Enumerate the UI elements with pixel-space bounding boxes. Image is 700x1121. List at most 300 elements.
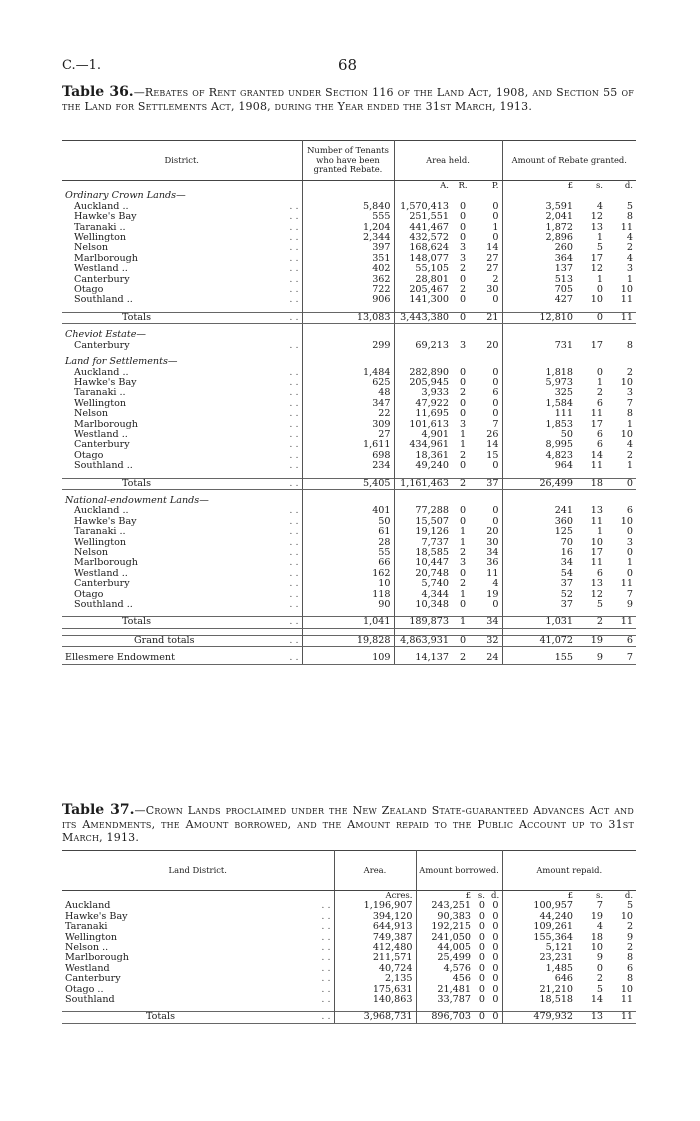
district-name: Nelson .. — [65, 943, 109, 954]
table-row — [62, 202, 636, 212]
table-row — [62, 212, 636, 222]
borrowed-pounds-cell: 25,499 — [416, 953, 474, 963]
borrowed-shillings-cell: 0 — [478, 995, 485, 1006]
borrowed-pence-cell: 0 — [492, 901, 499, 912]
perches-cell: 7 — [492, 419, 499, 430]
district-name: Westland .. — [74, 429, 128, 440]
roods-cell: 0 — [459, 377, 467, 388]
table-row — [62, 420, 636, 430]
grand-totals-row — [62, 635, 636, 646]
repaid-pence-cell: 9 — [626, 932, 634, 943]
pounds-cell: 731 — [502, 341, 576, 351]
roods-cell: 2 — [459, 579, 467, 590]
pence-cell: 10 — [620, 516, 634, 527]
shillings-cell: 6 — [596, 398, 604, 409]
district-cell — [62, 579, 302, 589]
shillings-cell: 12 — [590, 589, 604, 600]
tenants-cell: 299 — [302, 341, 394, 351]
totals-row — [62, 312, 636, 323]
perches-cell: 14 — [486, 243, 499, 254]
repaid-shillings-cell: 13 — [576, 1012, 606, 1023]
repaid-shillings-cell: 19 — [590, 911, 604, 922]
leader-dots: . . — [289, 506, 299, 517]
shillings-cell: 1 — [596, 233, 604, 244]
tenants-cell: 234 — [302, 461, 394, 471]
ellesmere-row — [62, 653, 636, 664]
tenants-cell: 90 — [302, 600, 394, 610]
pence-cell: 10 — [620, 377, 634, 388]
pounds-cell: 3,591 — [502, 202, 576, 212]
tenants-cell: 61 — [302, 527, 394, 537]
pence-cell: 8 — [626, 212, 634, 223]
acres-cell: 101,613 — [394, 420, 452, 430]
acres-cell: 141,300 — [394, 295, 452, 305]
area-cell: 175,631 — [334, 985, 416, 995]
acres-cell: 282,890 — [394, 368, 452, 378]
pence-cell: 3 — [626, 388, 634, 399]
leader-dots: . . — [289, 274, 299, 285]
tenants-cell: 906 — [302, 295, 394, 305]
table-row — [62, 517, 636, 527]
pounds-cell: 2,041 — [502, 212, 576, 222]
district-cell — [62, 212, 302, 222]
leader-dots: . . — [289, 548, 299, 558]
district-cell — [62, 388, 302, 398]
district-cell — [62, 617, 302, 628]
pence-cell: 0 — [626, 568, 634, 579]
pounds-cell: 137 — [502, 264, 576, 274]
district-name: Canterbury — [74, 440, 130, 451]
table-row — [62, 430, 636, 440]
repaid-pounds-cell: 109,261 — [502, 922, 576, 932]
district-name: Wellington — [74, 233, 127, 244]
pence-cell: 11 — [620, 222, 634, 233]
leader-dots: . . — [289, 388, 299, 399]
tenants-cell: 397 — [302, 243, 394, 253]
pence-cell: 7 — [606, 653, 636, 664]
table-row — [62, 901, 636, 911]
roods-cell: 2 — [459, 285, 467, 296]
shillings-cell: 13 — [590, 222, 604, 233]
district-cell — [62, 223, 302, 233]
table-row — [62, 378, 636, 388]
perches-cell: 6 — [492, 388, 499, 399]
table-row — [62, 953, 636, 963]
shillings-unit: s. — [595, 181, 604, 191]
perches-cell: 11 — [486, 568, 499, 579]
acres-cell: 49,240 — [394, 461, 452, 471]
table-row — [62, 295, 636, 305]
perches-cell: 0 — [492, 367, 499, 378]
leader-dots: . . — [289, 558, 299, 569]
repaid-shillings-unit: s. — [595, 891, 604, 901]
shillings-cell: 0 — [596, 285, 604, 296]
shillings-cell: 10 — [590, 537, 604, 548]
table-row — [62, 974, 636, 984]
borrowed-shillings-cell: 0 — [478, 974, 485, 985]
district-cell — [62, 933, 334, 943]
perches-cell: 30 — [486, 537, 499, 548]
leader-dots: . . — [321, 995, 331, 1006]
leader-dots: . . — [289, 568, 299, 579]
shillings-cell: 11 — [590, 558, 604, 569]
repaid-shillings-cell: 14 — [590, 995, 604, 1006]
area-column-header: Area. — [334, 851, 416, 891]
roods-cell: 3 — [459, 340, 467, 351]
district-cell — [62, 912, 334, 922]
shillings-cell: 0 — [596, 367, 604, 378]
pence-cell: 2 — [626, 367, 634, 378]
acres-cell: 148,077 — [394, 254, 452, 264]
leader-dots: . . — [289, 478, 299, 489]
tenants-cell: 722 — [302, 285, 394, 295]
repaid-pence-cell: 11 — [620, 995, 634, 1006]
roods-cell: 1 — [459, 527, 467, 538]
area-cell: 40,724 — [334, 964, 416, 974]
district-name: Otago .. — [65, 984, 104, 995]
roods-cell: 0 — [452, 312, 474, 323]
district-name: Hawke's Bay — [74, 516, 137, 527]
tenants-cell: 66 — [302, 558, 394, 568]
shillings-cell: 6 — [596, 440, 604, 451]
repaid-pence-cell: 11 — [606, 1012, 636, 1023]
district-name: Marlborough — [65, 953, 129, 964]
repaid-pence-cell: 8 — [626, 974, 634, 985]
roods-cell: 3 — [459, 419, 467, 430]
area-cell: 3,968,731 — [334, 1012, 416, 1023]
shillings-cell: 17 — [590, 253, 604, 264]
perches-cell: 0 — [492, 295, 499, 306]
perches-cell: 2 — [492, 274, 499, 285]
repaid-pence-cell: 8 — [626, 953, 634, 964]
tenants-cell: 625 — [302, 378, 394, 388]
roods-cell: 1 — [459, 429, 467, 440]
acres-cell: 15,507 — [394, 517, 452, 527]
table37-body — [62, 891, 636, 1024]
perches-cell: 19 — [486, 589, 499, 600]
perches-cell: 26 — [486, 429, 499, 440]
leader-dots: . . — [289, 461, 299, 472]
repaid-pence-cell: 6 — [626, 963, 634, 974]
district-name: Nelson — [74, 409, 109, 420]
roods-cell: 2 — [452, 653, 474, 664]
tenants-cell: 162 — [302, 569, 394, 579]
acres-cell: 5,740 — [394, 579, 452, 589]
pounds-cell: 50 — [502, 430, 576, 440]
shillings-cell: 4 — [596, 201, 604, 212]
pence-cell: 0 — [626, 548, 634, 558]
borrowed-shillings-cell: 0 — [478, 943, 485, 954]
perches-cell: 24 — [474, 653, 502, 664]
repaid-pounds-cell: 100,957 — [502, 901, 576, 911]
tenants-cell: 50 — [302, 517, 394, 527]
borrowed-pence-cell: 0 — [488, 1012, 502, 1023]
district-cell — [62, 517, 302, 527]
table-row — [62, 254, 636, 264]
district-name: Westland .. — [74, 568, 128, 579]
repaid-pence-cell: 10 — [620, 911, 634, 922]
table-row — [62, 548, 636, 558]
leader-dots: . . — [289, 212, 299, 223]
district-name: Wellington — [74, 398, 127, 409]
table-row — [62, 451, 636, 461]
shillings-cell: 13 — [590, 579, 604, 590]
leader-dots: . . — [321, 943, 331, 954]
borrowed-pence-cell: 0 — [492, 974, 499, 985]
tenants-cell: 401 — [302, 506, 394, 516]
acres-cell: 205,945 — [394, 378, 452, 388]
district-name: Marlborough — [74, 419, 138, 430]
perches-cell: 0 — [492, 409, 499, 420]
tenants-cell: 22 — [302, 409, 394, 419]
district-name: Otago — [74, 450, 104, 461]
pounds-cell: 41,072 — [502, 635, 576, 646]
roods-cell: 2 — [452, 478, 474, 489]
pounds-cell: 54 — [502, 569, 576, 579]
roods-cell: 2 — [459, 264, 467, 275]
borrowed-pounds-cell: 90,383 — [416, 912, 474, 922]
page-number: 68 — [338, 56, 358, 74]
units-row — [62, 181, 636, 192]
roods-cell: 2 — [459, 450, 467, 461]
pounds-cell: 1,584 — [502, 399, 576, 409]
pounds-cell: 260 — [502, 243, 576, 253]
shillings-cell: 17 — [590, 548, 604, 558]
district-cell — [62, 478, 302, 489]
district-name: Taranaki — [65, 922, 108, 933]
pounds-unit: £ — [502, 181, 576, 192]
tenants-cell: 698 — [302, 451, 394, 461]
leader-dots: . . — [289, 243, 299, 254]
acres-cell: 434,961 — [394, 440, 452, 450]
tenants-cell: 13,083 — [302, 312, 394, 323]
district-name: Otago — [74, 589, 104, 600]
tenants-cell: 109 — [302, 653, 394, 664]
district-name: Hawke's Bay — [74, 212, 137, 223]
pounds-cell: 241 — [502, 506, 576, 516]
shillings-cell: 6 — [596, 568, 604, 579]
table-row — [62, 399, 636, 409]
leader-dots: . . — [289, 295, 299, 306]
shillings-cell: 12 — [590, 264, 604, 275]
perches-cell: 1 — [492, 222, 499, 233]
table37 — [62, 850, 636, 1024]
borrowed-shillings-unit: s. — [477, 891, 485, 901]
leader-dots: . . — [289, 440, 299, 451]
leader-dots: . . — [289, 253, 299, 264]
group-heading-row — [62, 357, 636, 367]
district-cell — [62, 600, 302, 610]
tenants-cell: 19,828 — [302, 635, 394, 646]
district-name: Totals — [146, 1011, 175, 1023]
district-cell — [62, 922, 334, 932]
pounds-cell: 37 — [502, 600, 576, 610]
shillings-cell: 17 — [590, 340, 604, 351]
pence-cell: 1 — [626, 274, 634, 285]
borrowed-column-header: Amount borrowed. — [416, 851, 502, 891]
totals-row — [62, 617, 636, 628]
borrowed-shillings-cell: 0 — [478, 984, 485, 995]
district-name: Auckland .. — [74, 201, 129, 212]
acres-cell: 19,126 — [394, 527, 452, 537]
roods-cell: 1 — [452, 617, 474, 628]
acres-cell: 4,901 — [394, 430, 452, 440]
table-row — [62, 440, 636, 450]
acres-cell: 168,624 — [394, 243, 452, 253]
borrowed-pounds-cell: 241,050 — [416, 933, 474, 943]
district-name: Grand totals — [134, 635, 195, 646]
district-name: Taranaki .. — [74, 527, 126, 538]
leader-dots: . . — [321, 963, 331, 974]
acres-cell: 4,344 — [394, 590, 452, 600]
perches-cell: 27 — [486, 264, 499, 275]
district-cell — [62, 254, 302, 264]
shillings-cell: 2 — [596, 388, 604, 399]
district-name: Auckland — [65, 901, 111, 912]
district-cell — [62, 590, 302, 600]
table-row — [62, 569, 636, 579]
pence-cell: 7 — [626, 589, 634, 600]
roods-cell: 0 — [459, 367, 467, 378]
rebate-column-header: Amount of Rebate granted. — [502, 141, 636, 181]
pence-cell: 11 — [606, 312, 636, 323]
acres-cell: 3,933 — [394, 388, 452, 398]
borrowed-pence-cell: 0 — [492, 943, 499, 954]
roods-cell: 0 — [459, 600, 467, 611]
district-name: Ellesmere Endowment — [65, 653, 175, 664]
roods-cell: 0 — [459, 295, 467, 306]
district-cell — [62, 243, 302, 253]
table-row — [62, 912, 636, 922]
leader-dots: . . — [289, 377, 299, 388]
shillings-cell: 11 — [590, 516, 604, 527]
leader-dots: . . — [321, 974, 331, 985]
tenants-cell: 2,344 — [302, 233, 394, 243]
borrowed-pence-cell: 0 — [492, 995, 499, 1006]
leader-dots: . . — [289, 222, 299, 233]
area-column-header: Area held. — [394, 141, 502, 181]
pounds-cell: 1,031 — [502, 617, 576, 628]
district-name: Southland — [65, 995, 115, 1006]
shillings-cell: 1 — [596, 274, 604, 285]
shillings-cell: 5 — [596, 600, 604, 611]
borrowed-shillings-cell: 0 — [478, 922, 485, 933]
shillings-cell: 12 — [590, 212, 604, 223]
acres-cell: 69,213 — [394, 341, 452, 351]
area-cell: 1,196,907 — [334, 901, 416, 911]
repaid-pence-cell: 5 — [626, 901, 634, 912]
table-row — [62, 538, 636, 548]
acres-cell: 1,570,413 — [394, 202, 452, 212]
repaid-shillings-cell: 7 — [596, 901, 604, 912]
district-name: Taranaki .. — [74, 222, 126, 233]
tenants-cell: 48 — [302, 388, 394, 398]
perches-cell: 36 — [486, 558, 499, 569]
district-cell — [62, 548, 302, 558]
district-name: Canterbury — [65, 974, 121, 985]
pounds-cell: 5,973 — [502, 378, 576, 388]
repaid-pounds-cell: 155,364 — [502, 933, 576, 943]
borrowed-shillings-cell: 0 — [478, 953, 485, 964]
pounds-cell: 427 — [502, 295, 576, 305]
perches-cell: 37 — [474, 478, 502, 489]
borrowed-shillings-cell: 0 — [478, 911, 485, 922]
district-cell — [62, 233, 302, 243]
area-cell: 644,913 — [334, 922, 416, 932]
area-cell: 2,135 — [334, 974, 416, 984]
district-cell — [62, 943, 334, 953]
acres-cell: 205,467 — [394, 285, 452, 295]
pence-cell: 4 — [626, 233, 634, 244]
district-name: Canterbury — [74, 579, 130, 590]
leader-dots: . . — [289, 264, 299, 275]
district-cell — [62, 538, 302, 548]
group-title: Ordinary Crown Lands— — [65, 191, 186, 202]
shillings-cell: 11 — [590, 461, 604, 472]
borrowed-pence-cell: 0 — [492, 922, 499, 933]
pence-cell: 7 — [626, 398, 634, 409]
pounds-cell: 1,872 — [502, 223, 576, 233]
pounds-cell: 4,823 — [502, 451, 576, 461]
shillings-cell: 9 — [576, 653, 606, 664]
table-row — [62, 985, 636, 995]
shillings-cell: 13 — [590, 506, 604, 517]
perches-cell: 0 — [492, 516, 499, 527]
pounds-cell: 37 — [502, 579, 576, 589]
table-row — [62, 506, 636, 516]
district-name: Totals — [122, 616, 151, 628]
district-name: Auckland .. — [74, 506, 129, 517]
totals-row — [62, 1012, 636, 1023]
pence-cell: 3 — [626, 264, 634, 275]
repaid-shillings-cell: 18 — [590, 932, 604, 943]
leader-dots: . . — [289, 340, 299, 351]
table36-caption — [62, 86, 634, 113]
repaid-pence-cell: 10 — [620, 984, 634, 995]
district-cell — [62, 378, 302, 388]
district-name: Wellington — [74, 537, 127, 548]
repaid-pence-cell: 2 — [626, 922, 634, 933]
perches-cell: 0 — [492, 377, 499, 388]
perches-cell: 0 — [492, 398, 499, 409]
acres-cell: 20,748 — [394, 569, 452, 579]
table-row — [62, 233, 636, 243]
acres-unit: Acres. — [334, 891, 416, 902]
acres-cell: 18,361 — [394, 451, 452, 461]
district-name: Nelson — [74, 243, 109, 254]
borrowed-pence-cell: 0 — [492, 953, 499, 964]
leader-dots: . . — [289, 600, 299, 611]
group-heading-row — [62, 330, 636, 340]
group-title: Cheviot Estate— — [65, 330, 146, 341]
borrowed-pounds-cell: 44,005 — [416, 943, 474, 953]
leader-dots: . . — [289, 367, 299, 378]
repaid-pounds-cell: 44,240 — [502, 912, 576, 922]
acres-cell: 7,737 — [394, 538, 452, 548]
pence-cell: 4 — [626, 253, 634, 264]
repaid-pence-unit: d. — [624, 891, 634, 901]
district-cell — [62, 569, 302, 579]
district-cell — [62, 420, 302, 430]
acres-cell: 47,922 — [394, 399, 452, 409]
table-row — [62, 579, 636, 589]
roods-cell: 2 — [459, 548, 467, 558]
table-row — [62, 264, 636, 274]
tenants-column-header: Number of Tenants who have been granted Rebate. — [302, 141, 394, 181]
borrowed-pounds-unit: £ — [416, 891, 474, 902]
district-name: Nelson — [74, 548, 109, 558]
table-row — [62, 461, 636, 471]
